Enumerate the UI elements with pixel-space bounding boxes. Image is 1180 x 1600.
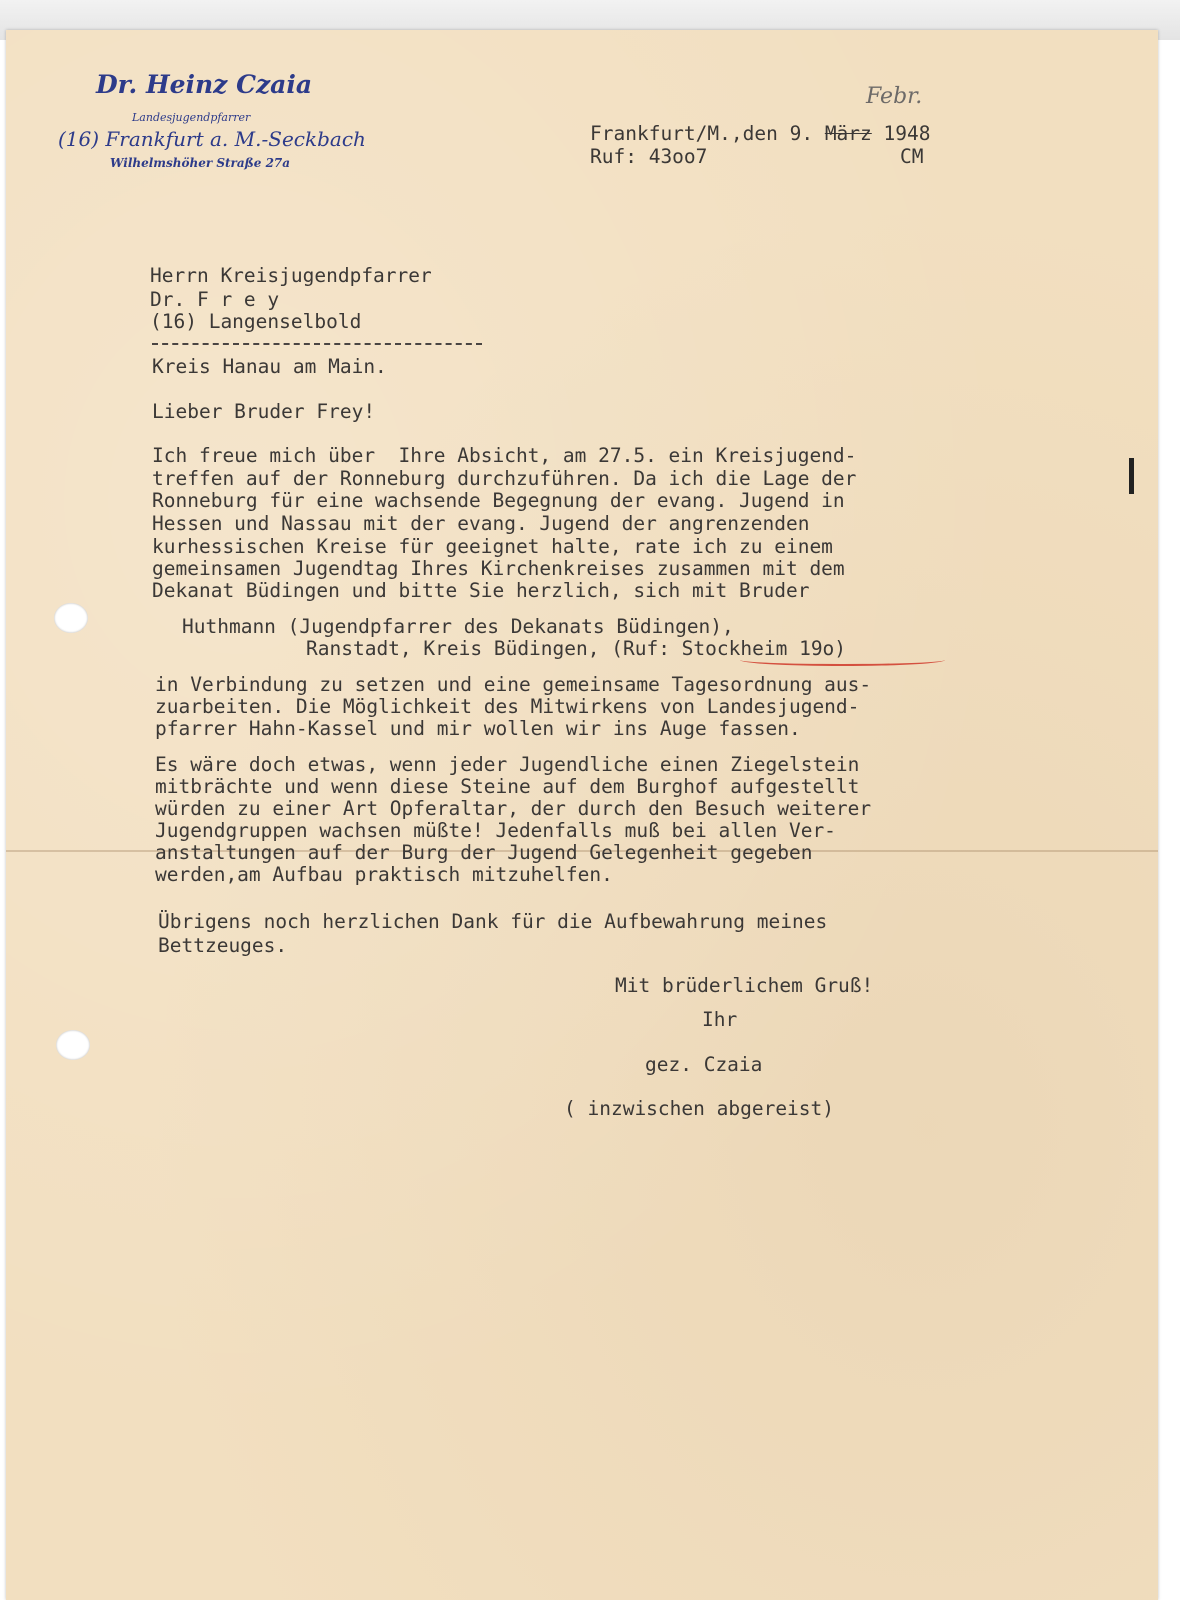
punch-hole-bottom — [56, 1030, 90, 1060]
punch-hole-top — [54, 603, 88, 633]
body-line: pfarrer Hahn-Kassel und mir wollen wir ins Auge fassen. — [155, 717, 801, 740]
salutation: Lieber Bruder Frey! — [152, 400, 376, 423]
red-pencil-underline — [740, 654, 945, 666]
closing-greeting: Mit brüderlichem Gruß! — [615, 974, 874, 997]
signature-line: gez. Czaia — [645, 1053, 763, 1076]
body-line: Bettzeuges. — [158, 934, 288, 957]
body-line: Ich freue mich über Ihre Absicht, am 27.5. ein Kreisjugend- — [152, 444, 857, 467]
body-line: werden,am Aufbau praktisch mitzuhelfen. — [155, 863, 613, 886]
body-line: Übrigens noch herzlichen Dank für die Aufbewahrung meines — [158, 910, 828, 933]
initials: CM — [900, 145, 924, 168]
body-line: treffen auf der Ronneburg durchzuführen. Da ich die Lage der — [152, 467, 857, 490]
month-correction: Febr. — [866, 84, 923, 109]
body-line: kurhessischen Kreise für geeignet halte, rate ich zu einem — [152, 535, 833, 558]
body-line: Hessen und Nassau mit der evang. Jugend der angrenzenden — [152, 512, 810, 535]
closing-note: ( inzwischen abgereist) — [564, 1097, 835, 1120]
address-line: Kreis Hanau am Main. — [152, 355, 387, 378]
indented-line: Ranstadt, Kreis Büdingen, (Ruf: Stockheim 19o) — [306, 637, 847, 660]
body-line: mitbrächte und wenn diese Steine auf dem Burghof aufgestellt — [155, 775, 860, 798]
body-line: gemeinsamen Jugendtag Ihres Kirchenkreises zusammen mit dem — [152, 557, 845, 580]
year: 1948 — [871, 122, 931, 145]
address-line: Herrn Kreisjugendpfarrer — [150, 264, 432, 287]
body-line: Jugendgruppen wachsen müßte! Jedenfalls muß bei allen Ver- — [155, 819, 836, 842]
address-divider — [152, 343, 482, 345]
body-line: Es wäre doch etwas, wenn jeder Jugendliche einen Ziegelstein — [155, 753, 860, 776]
dateline — [590, 124, 930, 144]
body-line: würden zu einer Art Opferaltar, der durch den Besuch weiterer — [155, 797, 872, 820]
place-date: Frankfurt/M.,den 9. — [590, 122, 825, 145]
letterhead-street: Wilhelmshöher Straße 27a — [110, 156, 291, 170]
body-line: Dekanat Büdingen und bitte Sie herzlich, sich mit Bruder — [152, 579, 810, 602]
month-struck: März — [824, 122, 872, 145]
address-line: (16) Langenselbold — [150, 310, 362, 333]
indented-line: Huthmann (Jugendpfarrer des Dekanats Büdingen), — [182, 615, 734, 638]
closing-ihr: Ihr — [702, 1008, 738, 1031]
body-line: in Verbindung zu setzen und eine gemeinsame Tagesordnung aus- — [155, 673, 872, 696]
letterhead-city: (16) Frankfurt a. M.-Seckbach — [58, 127, 366, 151]
body-line: zuarbeiten. Die Möglichkeit des Mitwirkens von Landesjugend- — [155, 695, 860, 718]
letterhead-name: Dr. Heinz Czaia — [96, 70, 313, 99]
clip-mark — [1129, 458, 1134, 494]
address-line: Dr. F r e y — [150, 288, 280, 311]
letterhead-role: Landesjugendpfarrer — [132, 111, 251, 124]
body-line: Ronneburg für eine wachsende Begegnung der evang. Jugend in — [152, 489, 845, 512]
phone-line: Ruf: 43oo7 — [590, 145, 708, 168]
body-line: anstaltungen auf der Burg der Jugend Gelegenheit gegeben — [155, 841, 813, 864]
